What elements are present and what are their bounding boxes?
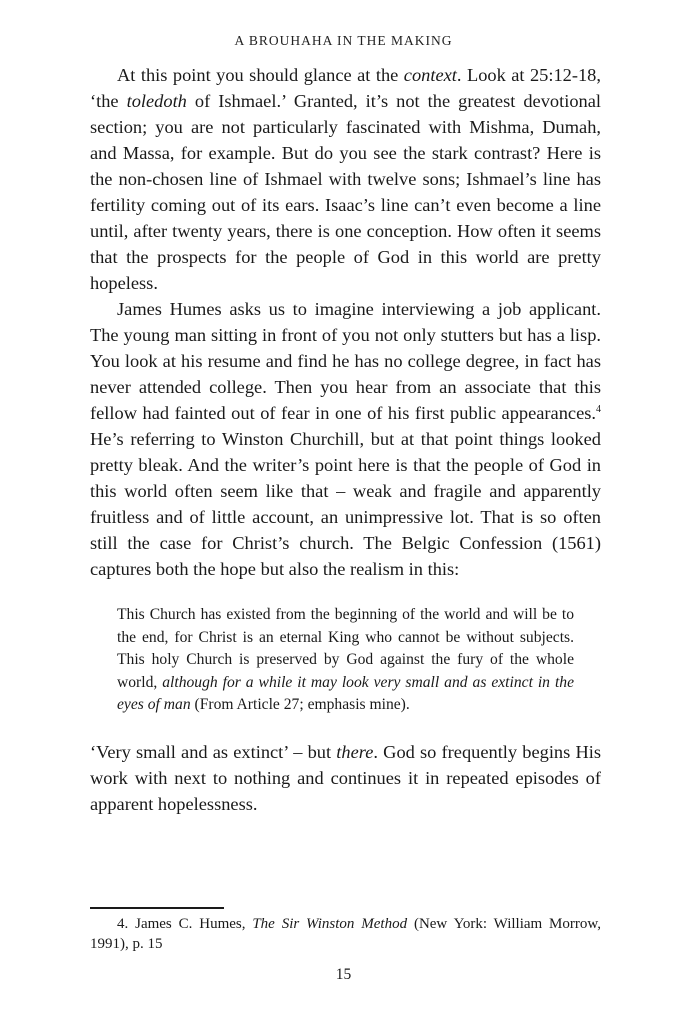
page-number: 15	[335, 966, 352, 983]
emphasis-toledoth: toledoth	[126, 91, 187, 111]
footnote-book-title: The Sir Winston Method	[252, 916, 408, 932]
paragraph-1: At this point you should glance at the context. Look at 25:12-18, ‘the toledoth of Ishmael.’ Granted, it’s not the greatest devotional section; you are not particularly fascinated with Mishma, Dumah, and Massa, for example. But do you see the stark contrast? Here is the non-chosen line of Ishmael with twelve sons; Ishmael’s line has fertility coming out of its ears. Isaac’s line can’t even become a line until, after twenty years, there is one conception. How often it seems that the prospects for the people of God in this world are pretty hopeless.	[90, 65, 601, 293]
block-quote: This Church has existed from the beginning of the world and will be to the end, for Christ is an eternal King who cannot be without subjects. This holy Church is preserved by God against the fury of the whole world, although for a while it may look very small and as extinct in the eyes of man (From Article 27; emphasis mine).	[117, 606, 574, 714]
quote-emphasis: although for a while it may look very small and as extinct in the eyes of man	[117, 673, 574, 714]
main-text	[90, 62, 601, 817]
emphasis-context: context	[403, 65, 457, 85]
running-head: A BROUHAHA IN THE MAKING	[234, 33, 453, 48]
footnote-divider	[90, 907, 224, 909]
emphasis-there: there	[336, 741, 374, 762]
footnote: 4. James C. Humes, The Sir Winston Method (New York: William Morrow, 1991), p. 15	[90, 916, 601, 952]
paragraph-3: ‘Very small and as extinct’ – but there. God so frequently begins His work with next to nothing and continues it in repeated episodes of apparent hopelessness.	[90, 741, 602, 814]
paragraph-2: James Humes asks us to imagine interviewing a job applicant. The young man sitting in front of you not only stutters but has a lisp. You look at his resume and find he has no college degree, in fact has never attended college. Then you hear from an associate that this fellow had fainted out of fear in one of his first public appearances.$^4$ He’s referring to Winston Churchill, but at that point things looked pretty bleak. And the writer’s point here is that the people of God in this world often seem like that – weak and fragile and apparently fruitless and of little account, an unimpressive lot. That is so often still the case for Christ’s church. The Belgic Confession (1561) captures both the hope but also the realism in this:	[90, 299, 601, 579]
footnote-reference[interactable]: 4	[596, 404, 601, 415]
